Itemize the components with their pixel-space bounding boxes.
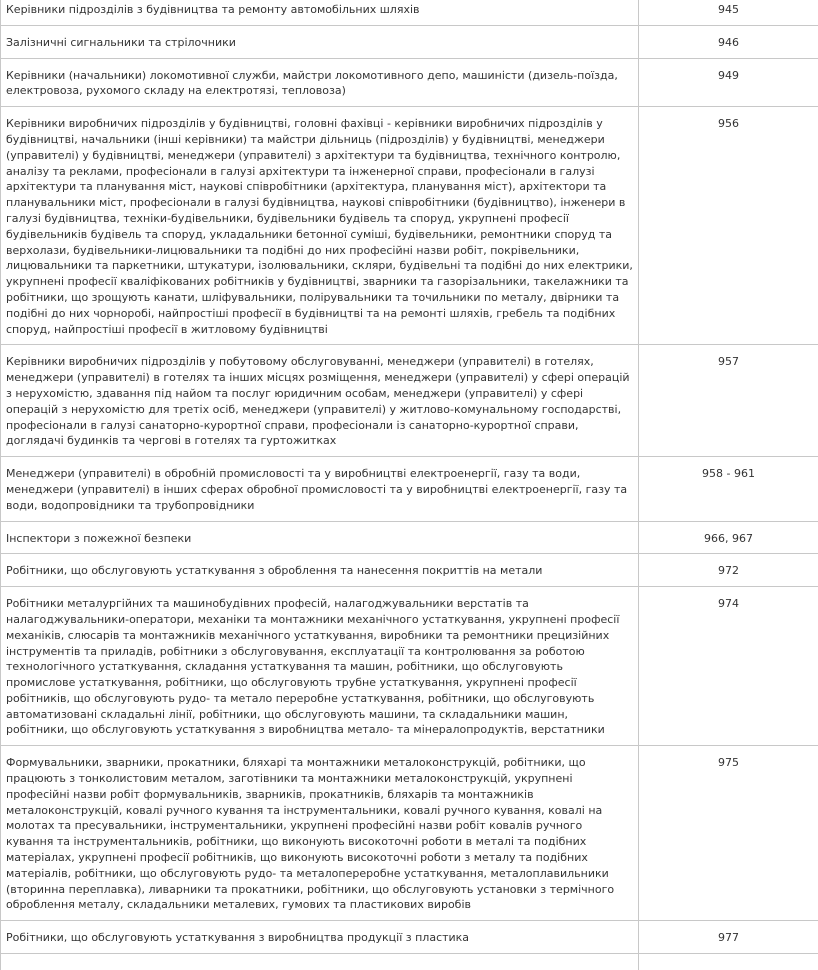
table-row: [1, 921, 818, 954]
table-row: [1, 0, 818, 25]
table-row: [1, 58, 818, 107]
occupation-name-cell: Робітники металургійних та машинобудівних професій, налагоджувальники верстатів та налагоджувальники-оператори, механіки та монтажники механічного устаткування, укрупнені професії механіків, слюсарів та монтажників механічного устаткування, виробники та ремонтники прецизійних інструментів та приладів, робітники з обслуговування, експлуатації та контролювання за роботою технологічного устаткування, складання устаткування та машин, робітники, що обслуговують промислове устаткування, робітники, що обслуговують трубне устаткування, укрупнені професії робітників, що обслуговують рудо- та метало переробне устаткування, робітники, що обслуговують автоматизовані складальні лінії, робітники, що обслуговують машини, та складальники машин, робітники, що обслуговують устаткування з виробництва метало- та мінералопродуктів, верстатники: [1, 587, 639, 746]
occupation-name-cell: Формувальники, зварники, прокатники, бляхарі та монтажники металоконструкцій, робітники, що працюють з тонколистовим металом, заготівники та монтажники металоконструкцій, укрупнені професійні назви робіт формувальників, зварників, прокатників, бляхарів та монтажників металоконструкцій, ковалі ручного кування та інструментальники, ковалі ручного кування, ковалі на молотах та пресувальники, інструментальники, укрупнені професійні назви робіт ковалів ручного кування та інструментальників, робітники, що виконують високоточні роботи в металі та подібних матеріалах, укрупнені професії робітників, що виконують високоточні роботи з металу та подібних матеріалів, робітники, що обслуговують рудо- та металопереробне устаткування, металоплавильники (вторинна переплавка), ливарники та прокатники, робітники, що обслуговують установки з термічного оброблення металу, складальники металевих, гумових та пластикових виробів: [1, 746, 639, 921]
occupation-name-cell: Залізничні сигнальники та стрілочники: [1, 25, 639, 58]
code-cell: 972: [639, 554, 818, 587]
table-row: [1, 345, 818, 457]
table-row: [1, 746, 818, 921]
occupation-name-cell: Керівники виробничих підрозділів у будівництві, головні фахівці - керівники виробничих підрозділів у будівництві, начальники (інші керівники) та майстри дільниць (підрозділів) у будівництві, менеджери (управителі) у будівництві, менеджери (управителі) з архітектури та будівництва, технічного контролю, аналізу та реклами, професіонали в галузі архітектури та інженерної справи, професіонали в галузі архітектури та планування міст, наукові співробітники (архітектура, планування міст), архітектори та планувальники міст, професіонали в галузі будівництва, наукові співробітники (будівництво), інженери в галузі будівництва, техніки-будівельники, будівельники будівель та споруд, укрупнені професії будівельників будівель та споруд, укладальники бетонної суміші, будівельники, ремонтники споруд та верхолази, будівельники-лицювальники та подібні до них професійні назви робіт, покрівельники, лицювальники та паркетники, штукатури, ізолювальники, скляри, будівельні та подібні до них електрики, укрупнені професії кваліфікованих робітників у будівництві, зварники та газорізальники, такелажники та робітники, що зрощують канати, шліфувальники, полірувальники та точильники по металу, двірники та подібні до них чорноробі, найпростіші професії в будівництві та на ремонті шляхів, гребель та подібних споруд, найпростіші професії в житловому будівництві: [1, 107, 639, 345]
occupation-name-cell: Керівники (начальники) локомотивної служби, майстри локомотивного депо, машиністи (дизель-поїзда, електровоза, рухомого складу на електротязі, тепловоза): [1, 58, 639, 107]
table-row: [1, 107, 818, 345]
occupation-name-cell: Робітники, що обслуговують устаткування з оброблення та нанесення покриттів на метали: [1, 554, 639, 587]
occupation-name-cell: [1, 954, 639, 970]
occupation-name-cell: Робітники, що обслуговують устаткування з виробництва продукції з пластика: [1, 921, 639, 954]
code-cell: 945: [639, 0, 818, 25]
occupation-name-cell: Керівники виробничих підрозділів у побутовому обслуговуванні, менеджери (управителі) в готелях, менеджери (управителі) в готелях та інших місцях розміщення, менеджери (управителі) у сфері операцій з нерухомістю, здавання під найом та послуг юридичним особам, менеджери (управителі) у сфері операцій з нерухомістю для третіх осіб, менеджери (управителі) у житлово-комунальному господарстві, професіонали в галузі санаторно-курортної справи, професіонали із санаторно-курортної справи, доглядачі будинків та чергові в готелях та гуртожитках: [1, 345, 639, 457]
code-cell: 966, 967: [639, 521, 818, 554]
occupation-name-cell: Керівники підрозділів з будівництва та ремонту автомобільних шляхів: [1, 0, 639, 25]
table-row: [1, 587, 818, 746]
code-cell: 946: [639, 25, 818, 58]
table-row: [1, 554, 818, 587]
table-row: [1, 954, 818, 970]
code-cell: 949: [639, 58, 818, 107]
table-row: [1, 25, 818, 58]
table-row: [1, 521, 818, 554]
table-row: [1, 457, 818, 521]
code-cell: 974: [639, 587, 818, 746]
occupation-name-cell: Інспектори з пожежної безпеки: [1, 521, 639, 554]
code-cell: 956: [639, 107, 818, 345]
code-cell: 975: [639, 746, 818, 921]
code-cell: 958 - 961: [639, 457, 818, 521]
code-cell: 977: [639, 921, 818, 954]
code-cell: [639, 954, 818, 970]
code-cell: 957: [639, 345, 818, 457]
occupation-name-cell: Менеджери (управителі) в обробній промисловості та у виробництві електроенергії, газу та води, менеджери (управителі) в інших сферах обробної промисловості та у виробництві електроенергії, газу та води, водопровідники та трубопровідники: [1, 457, 639, 521]
